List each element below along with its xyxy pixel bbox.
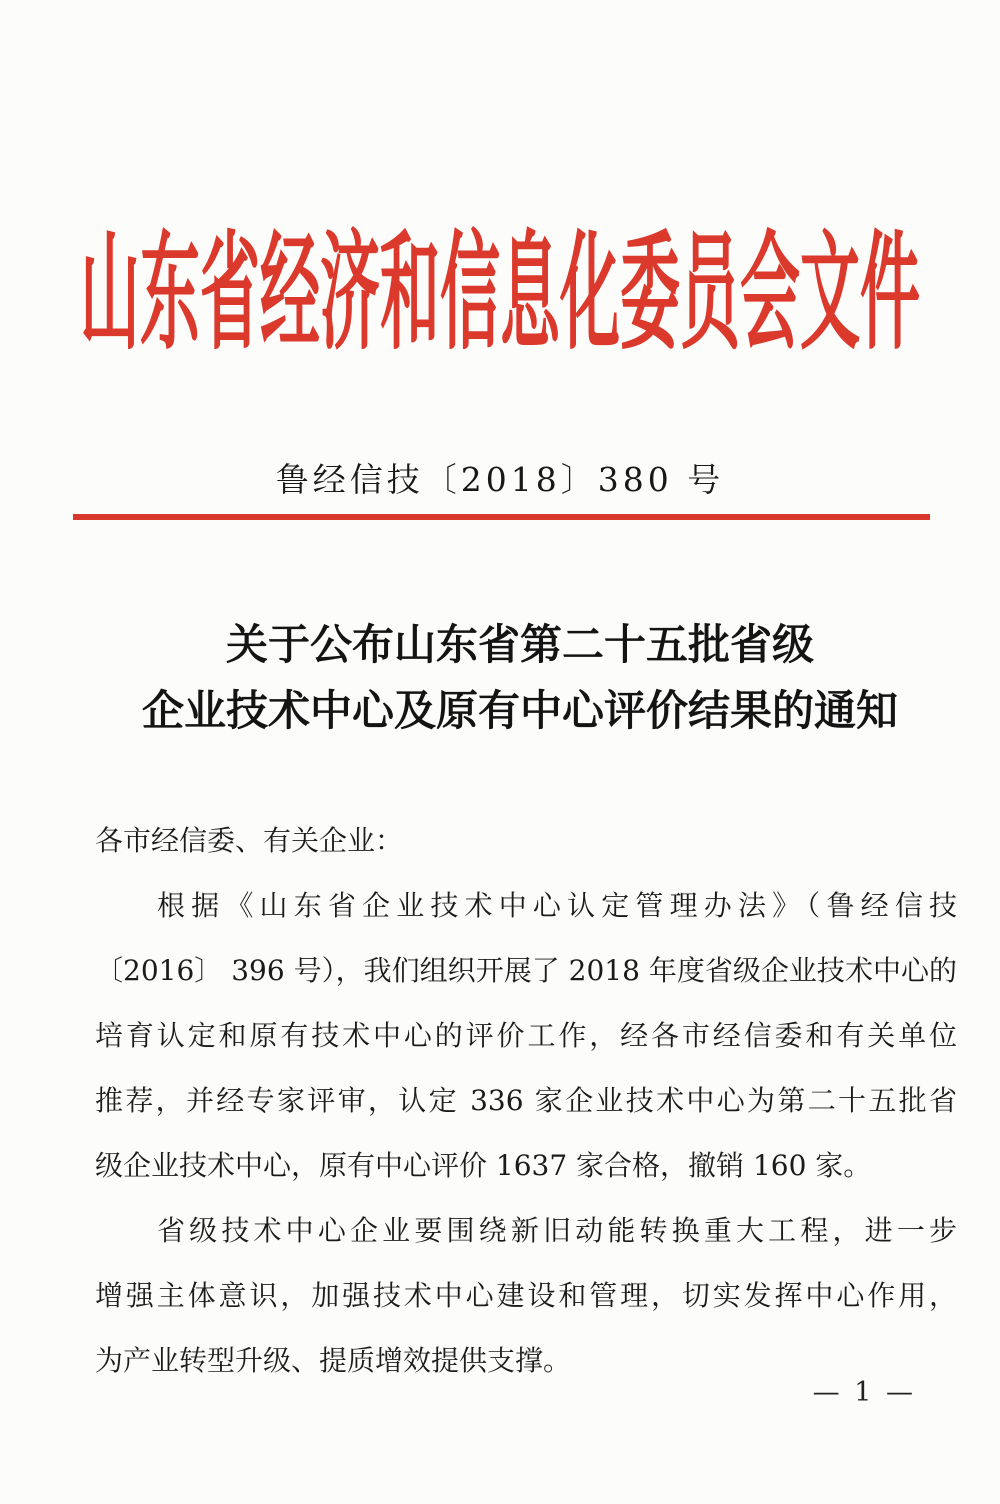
document-title <box>40 612 1000 744</box>
document-title-line2: 企业技术中心及原有中心评价结果的通知 <box>141 686 898 735</box>
red-separator-rule <box>73 514 930 520</box>
document-number: 鲁经信技〔2018〕380 号 <box>275 460 725 499</box>
body-line: 省级技术中心企业要围绕新旧动能转换重大工程，进一步 <box>157 1214 957 1247</box>
body-line: 根据《山东省企业技术中心认定管理办法》（鲁经信技 <box>157 889 957 922</box>
body-line: 〔2016〕 396 号），我们组织开展了 2018 年度省级企业技术中心的 <box>95 954 957 987</box>
body-line: 推荐，并经专家评审，认定 336 家企业技术中心为第二十五批省 <box>95 1084 957 1117</box>
body-salutation: 各市经信委、有关企业： <box>95 824 404 857</box>
document-body <box>95 808 957 1393</box>
body-line: 增强主体意识，加强技术中心建设和管理，切实发挥中心作用， <box>95 1279 957 1312</box>
body-line: 培育认定和原有技术中心的评价工作，经各市经信委和有关单位 <box>95 1019 957 1052</box>
document-title-line1: 关于公布山东省第二十五批省级 <box>225 620 814 669</box>
body-line: 级企业技术中心，原有中心评价 1637 家合格，撤销 160 家。 <box>95 1149 872 1182</box>
body-line: 为产业转型升级、提质增效提供支撑。 <box>95 1344 572 1377</box>
agency-header-title: 山东省经济和信息化委员会文件 <box>80 219 920 369</box>
page-number: — 1 — <box>812 1377 916 1408</box>
